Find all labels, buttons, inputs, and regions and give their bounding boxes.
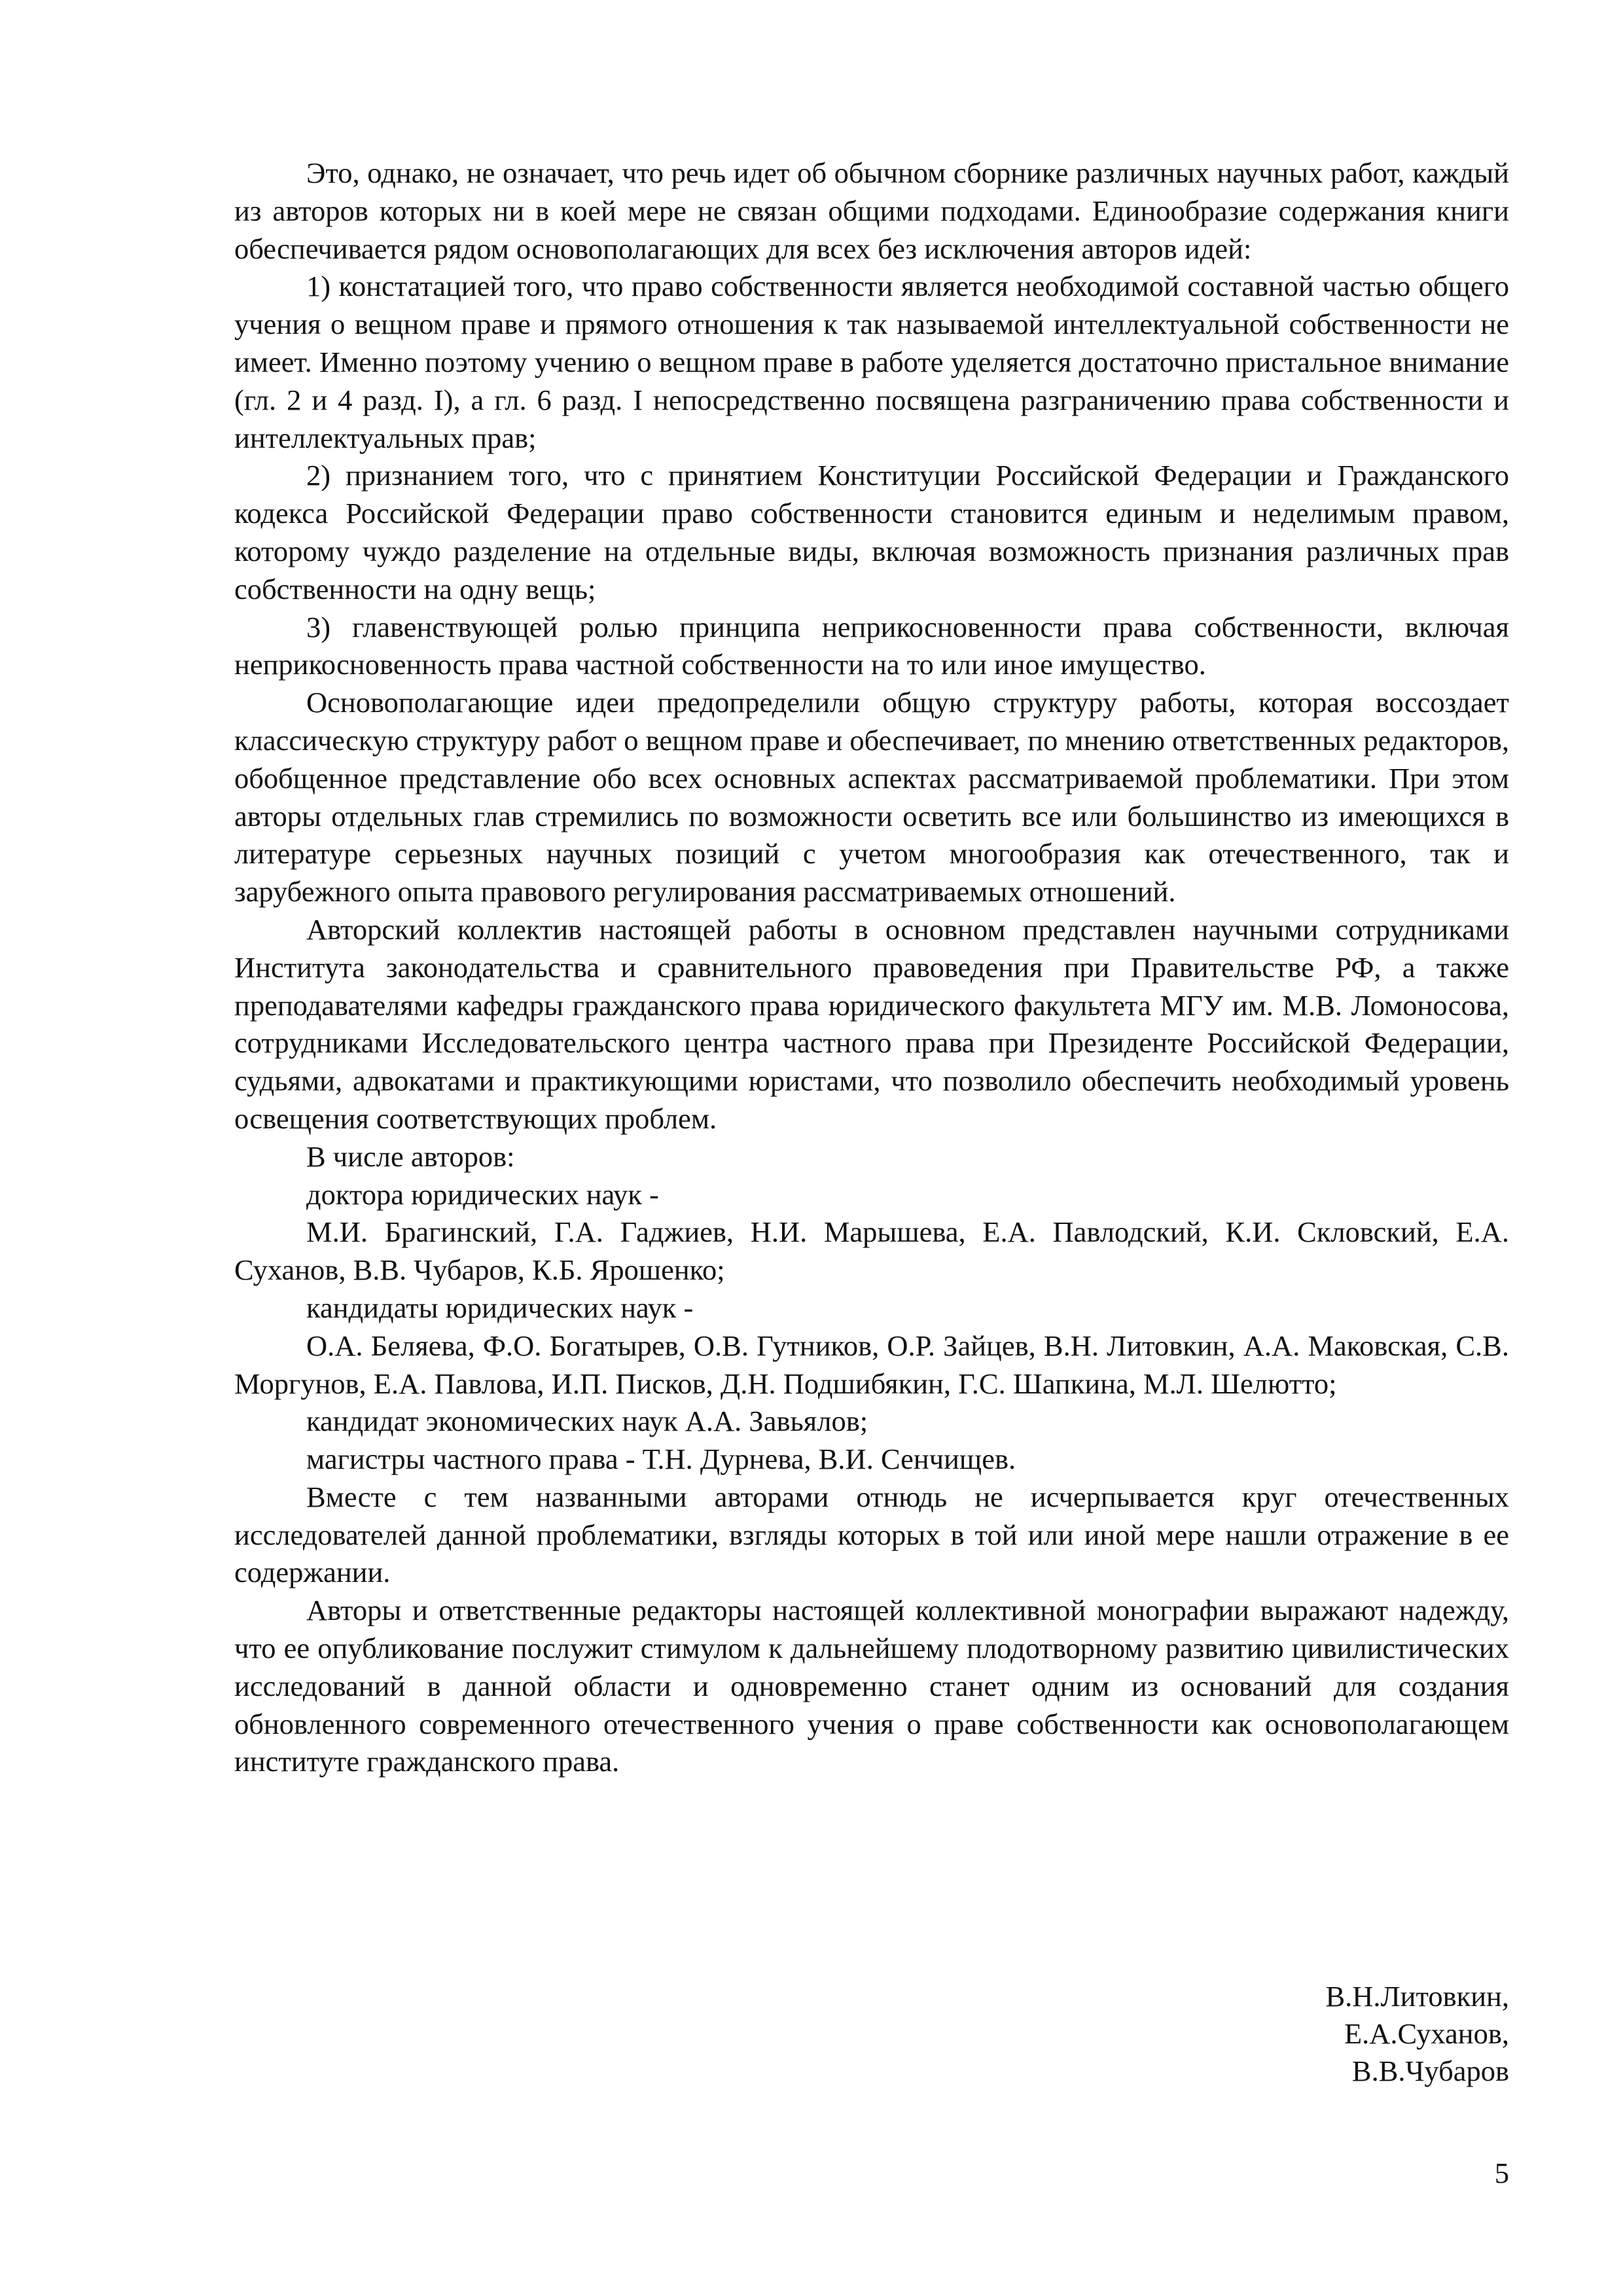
paragraph-idea-2: 2) признанием того, что с принятием Конституции Российской Федерации и Гражданского кодекса Российской Федерации право собственности становится единым и неделимым правом, которому чуждо разделение на отдельные виды, включая возможность признания различных прав собственности на одну вещь;: [234, 459, 1509, 605]
page-number: 5: [1494, 2157, 1509, 2189]
masters-list: магистры частного права - Т.Н. Дурнева, В.И. Сенчищев.: [306, 1443, 1016, 1476]
signature-litovkin: В.Н.Литовкин,: [1325, 1980, 1509, 2013]
document-body: [234, 154, 1509, 1781]
paragraph-idea-1: 1) констатацией того, что право собственности является необходимой составной частью общего учения о вещном праве и прямого отношения к так называемой интеллектуальной собственности не имеет. Именно поэтому учению о вещном праве в работе уделяется достаточно пристальное внимание (гл. 2 и 4 разд. I), а гл. 6 разд. I непосредственно посвящена разграничению права собственности и интеллектуальных прав;: [234, 270, 1509, 454]
doctors-heading: доктора юридических наук -: [306, 1177, 659, 1211]
signature-sukhanov: Е.А.Суханов,: [1344, 2017, 1509, 2050]
paragraph-authors-collective: Авторский коллектив настоящей работы в основном представлен научными сотрудниками Института законодательства и сравнительного правоведения при Правительстве РФ, а также преподавателями кафедры гражданского права юридического факультета МГУ им. М.В. Ломоносова, сотрудниками Исследовательского центра частного права при Президенте Российской Федерации, судьями, адвокатами и практикующими юристами, что позволило обеспечить необходимый уровень освещения соответствующих проблем.: [234, 912, 1509, 1135]
authors-heading: В числе авторов:: [306, 1139, 515, 1173]
economics-candidate: кандидат экономических наук А.А. Завьялов;: [306, 1405, 868, 1438]
paragraph-structure: Основополагающие идеи предопределили общую структуру работы, которая воссоздает классическую структуру работ о вещном праве и обеспечивает, по мнению ответственных редакторов, обобщенное представление обо всех основных аспектах рассматриваемой проблематики. При этом авторы отдельных глав стремились по возможности осветить все или большинство из имеющихся в литературе серьезных научных позиций с учетом многообразия как отечественного, так и зарубежного опыта правового регулирования рассматриваемых отношений.: [234, 686, 1509, 908]
candidates-list: О.А. Беляева, Ф.О. Богатырев, О.В. Гутников, О.Р. Зайцев, В.Н. Литовкин, А.А. Маковская, С.В. Моргунов, Е.А. Павлова, И.П. Писков, Д.Н. Подшибякин, Г.С. Шапкина, М.Л. Шелютто;: [234, 1329, 1509, 1400]
paragraph-conclusion: Авторы и ответственные редакторы настоящей коллективной монографии выражают надежду, что ее опубликование послужит стимулом к дальнейшему плодотворному развитию цивилистических исследований в данной области и одновременно станет одним из оснований для создания обновленного современного отечественного учения о праве собственности как основополагающем институте гражданского права.: [234, 1594, 1509, 1778]
paragraph-idea-3: 3) главенствующей ролью принципа неприкосновенности права собственности, включая неприкосновенность права частной собственности на то или иное имущество.: [234, 610, 1509, 681]
editors-signatures: [1325, 1978, 1509, 2090]
signature-chubarov: В.В.Чубаров: [1351, 2054, 1509, 2087]
paragraph-intro: Это, однако, не означает, что речь идет об обычном сборнике различных научных работ, каждый из авторов которых ни в коей мере не связан общими подходами. Единообразие содержания книги обеспечивается рядом основополагающих для всех без исключения авторов идей:: [234, 156, 1509, 265]
paragraph-other-researchers: Вместе с тем названными авторами отнюдь не исчерпывается круг отечественных исследователей данной проблематики, взгляды которых в той или иной мере нашли отражение в ее содержании.: [234, 1480, 1509, 1589]
candidates-heading: кандидаты юридических наук -: [306, 1291, 694, 1324]
doctors-list: М.И. Брагинский, Г.А. Гаджиев, Н.И. Марышева, Е.А. Павлодский, К.И. Скловский, Е.А. Суханов, В.В. Чубаров, К.Б. Ярошенко;: [234, 1215, 1509, 1287]
